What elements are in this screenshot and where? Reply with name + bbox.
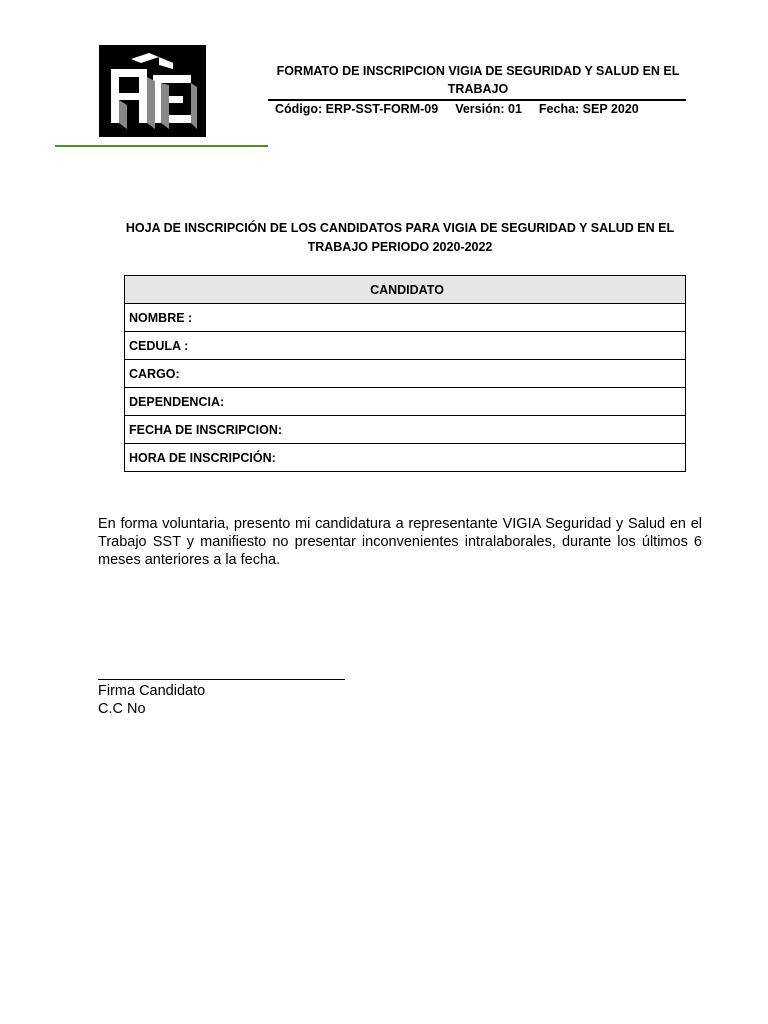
company-logo [99, 45, 206, 137]
signature-label: Firma Candidato [98, 683, 206, 699]
candidate-name-field[interactable]: NOMBRE : [125, 304, 686, 332]
candidate-table [124, 275, 686, 472]
document-date: Fecha: SEP 2020 [538, 102, 639, 116]
signature-block [98, 682, 205, 718]
candidacy-statement: En forma voluntaria, presento mi candidatura a representante VIGIA Seguridad y Salud en el Trabajo SST y manifiesto no presentar inconvenientes intralaborales, durante los últimos 6 meses anteriores a la fecha. [98, 516, 702, 568]
document-meta [275, 101, 656, 118]
signature-line[interactable] [98, 679, 345, 680]
registration-date-field[interactable]: FECHA DE INSCRIPCION: [125, 416, 686, 444]
candidate-department-field[interactable]: DEPENDENCIA: [125, 388, 686, 416]
document-code: Código: ERP-SST-FORM-09 [275, 102, 439, 116]
registration-time-field[interactable]: HORA DE INSCRIPCIÓN: [125, 444, 686, 472]
document-title: FORMATO DE INSCRIPCION VIGIA DE SEGURIDAD Y SALUD EN EL TRABAJO [276, 64, 680, 96]
candidate-id-field[interactable]: CEDULA : [125, 332, 686, 360]
header-green-rule [55, 145, 268, 147]
document-version: Versión: 01 [455, 102, 522, 116]
candidate-position-field[interactable]: CARGO: [125, 360, 686, 388]
candidate-table-header: CANDIDATO [125, 276, 686, 304]
id-number-label: C.C No [98, 701, 146, 717]
sheet-title: HOJA DE INSCRIPCIÓN DE LOS CANDIDATOS PARA VIGIA DE SEGURIDAD Y SALUD EN EL TRABAJO PERIODO 2020-2022 [125, 221, 675, 254]
